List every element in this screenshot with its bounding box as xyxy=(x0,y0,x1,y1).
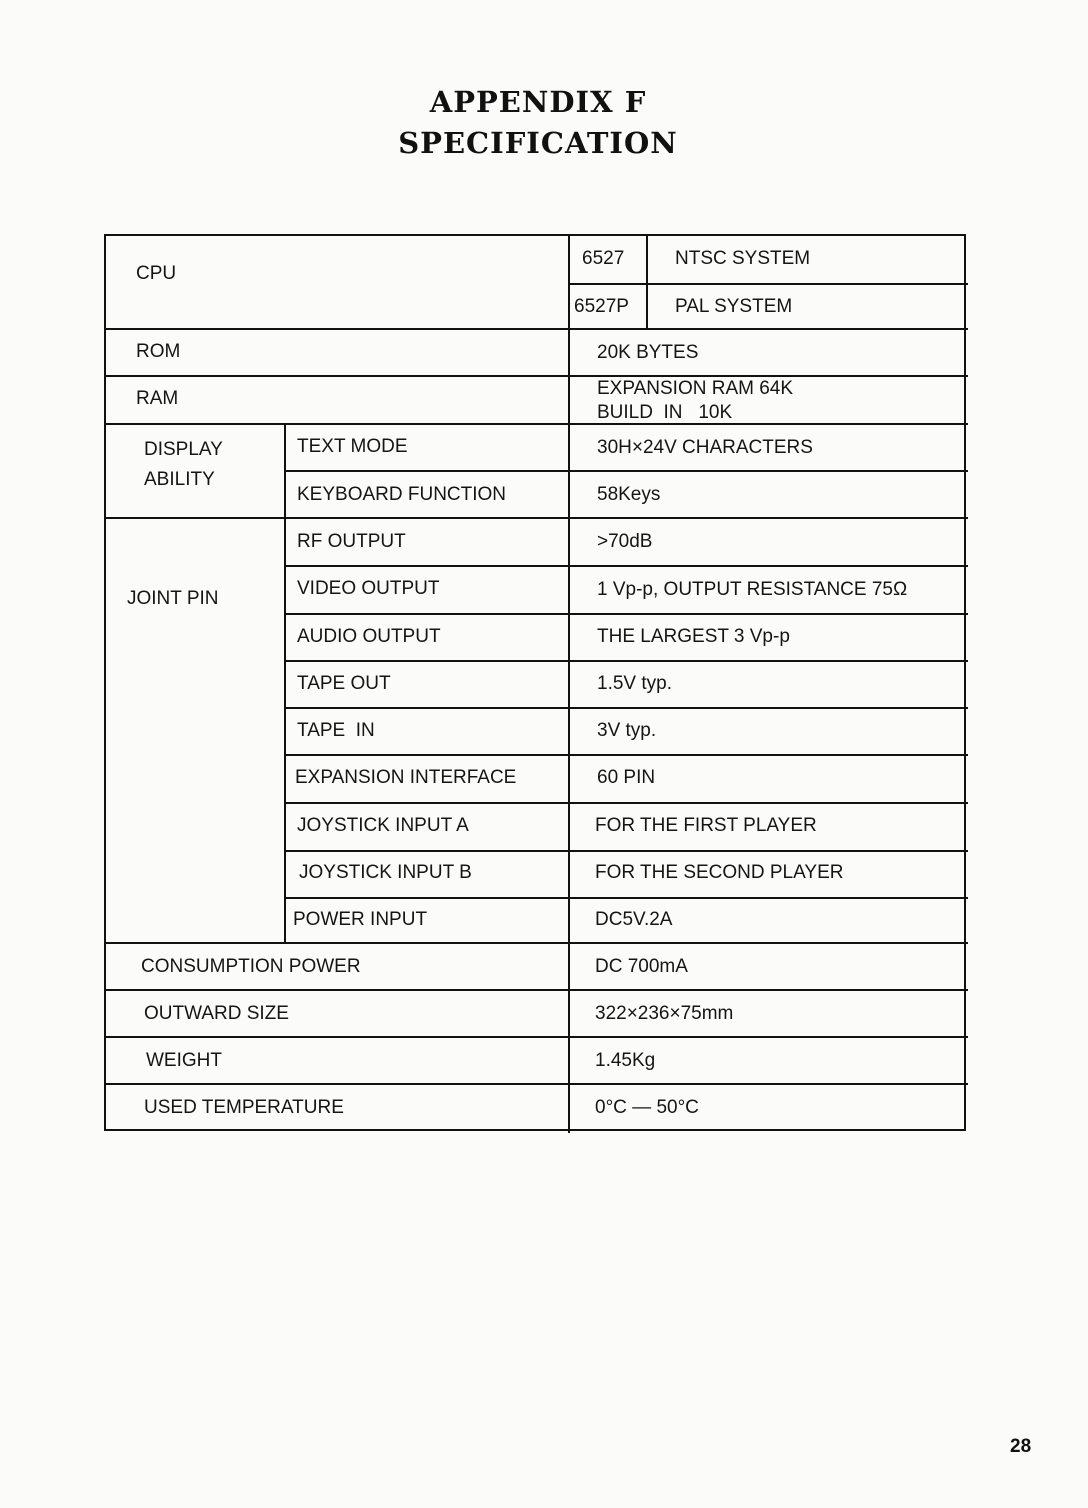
ram-label: RAM xyxy=(136,388,179,409)
ram-value-built-in: BUILD IN 10K xyxy=(597,402,733,423)
tape-out-label: TAPE OUT xyxy=(297,673,391,694)
tape-in-value: 3V typ. xyxy=(597,720,657,741)
page-number: 28 xyxy=(1010,1436,1032,1457)
rom-label: ROM xyxy=(136,341,181,362)
joint-pin-label: JOINT PIN xyxy=(127,588,219,609)
cpu-system-pal: PAL SYSTEM xyxy=(675,296,793,317)
cpu-system-ntsc: NTSC SYSTEM xyxy=(675,248,811,269)
rf-output-label: RF OUTPUT xyxy=(297,531,406,552)
keyboard-function-value: 58Keys xyxy=(597,484,661,505)
expansion-interface-label: EXPANSION INTERFACE xyxy=(295,767,517,788)
rf-output-value: >70dB xyxy=(597,531,653,552)
audio-output-label: AUDIO OUTPUT xyxy=(297,626,441,647)
consumption-power-value: DC 700mA xyxy=(595,956,688,977)
display-label-line1: DISPLAY xyxy=(144,439,223,460)
joystick-a-value: FOR THE FIRST PLAYER xyxy=(595,815,817,836)
weight-value: 1.45Kg xyxy=(595,1050,656,1071)
used-temperature-label: USED TEMPERATURE xyxy=(144,1097,344,1118)
specification-table xyxy=(104,234,966,1131)
audio-output-value: THE LARGEST 3 Vp-p xyxy=(597,626,790,647)
power-input-value: DC5V.2A xyxy=(595,909,673,930)
video-output-label: VIDEO OUTPUT xyxy=(297,578,440,599)
used-temperature-value: 0°C — 50°C xyxy=(595,1097,699,1118)
cpu-label: CPU xyxy=(136,263,177,284)
power-input-label: POWER INPUT xyxy=(293,909,428,930)
cpu-model-ntsc: 6527 xyxy=(582,248,625,269)
ram-value-expansion: EXPANSION RAM 64K xyxy=(597,378,794,399)
display-label-line2: ABILITY xyxy=(144,469,215,490)
text-mode-label: TEXT MODE xyxy=(297,436,408,457)
weight-label: WEIGHT xyxy=(146,1050,222,1071)
specification-title: SPECIFICATION xyxy=(398,126,678,160)
joystick-a-label: JOYSTICK INPUT A xyxy=(297,815,469,836)
consumption-power-label: CONSUMPTION POWER xyxy=(141,956,361,977)
joystick-b-label: JOYSTICK INPUT B xyxy=(299,862,472,883)
cpu-model-pal: 6527P xyxy=(574,296,629,317)
tape-in-label: TAPE IN xyxy=(297,720,375,741)
joystick-b-value: FOR THE SECOND PLAYER xyxy=(595,862,844,883)
outward-size-label: OUTWARD SIZE xyxy=(144,1003,289,1024)
video-output-value: 1 Vp-p, OUTPUT RESISTANCE 75Ω xyxy=(597,579,908,600)
outward-size-value: 322×236×75mm xyxy=(595,1003,734,1024)
keyboard-function-label: KEYBOARD FUNCTION xyxy=(297,484,507,505)
tape-out-value: 1.5V typ. xyxy=(597,673,672,694)
rom-value: 20K BYTES xyxy=(597,342,699,363)
expansion-interface-value: 60 PIN xyxy=(597,767,656,788)
appendix-title: APPENDIX F xyxy=(429,85,647,119)
text-mode-value: 30H×24V CHARACTERS xyxy=(597,437,813,458)
